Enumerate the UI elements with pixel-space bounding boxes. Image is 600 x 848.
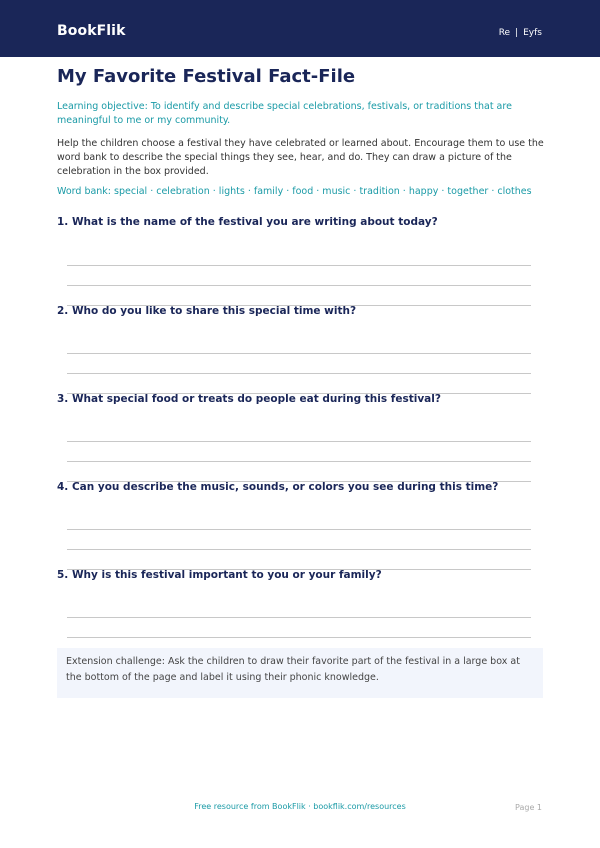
answer-line-5a[interactable] [67, 617, 531, 618]
question-5: 5. Why is this festival important to you or your family? [57, 569, 382, 581]
header-meta [499, 28, 542, 38]
answer-line-2a[interactable] [67, 353, 531, 354]
answer-line-4b[interactable] [67, 549, 531, 550]
page-header [0, 0, 600, 57]
answer-line-5b[interactable] [67, 637, 531, 638]
subject-label: Re [498, 28, 511, 38]
answer-line-2b[interactable] [67, 373, 531, 374]
answer-line-1a[interactable] [67, 265, 531, 266]
teacher-instructions: Help the children choose a festival they have celebrated or learned about. Encourage them to use the word bank to describe the special things they see, hear, and do. They can draw a picture of the celebration in the box provided. [57, 138, 544, 177]
brand-logo: BookFlik [57, 23, 126, 39]
footer-credit[interactable]: Free resource from BookFlik · bookflik.com/resources [194, 802, 406, 811]
answer-line-3a[interactable] [67, 441, 531, 442]
answer-line-4a[interactable] [67, 529, 531, 530]
level-label: Eyfs [523, 28, 542, 38]
question-2: 2. Who do you like to share this special time with? [57, 305, 357, 317]
learning-objective: Learning objective: To identify and describe special celebrations, festivals, or traditions that are meaningful to me or my community. [57, 101, 512, 126]
question-1: 1. What is the name of the festival you are writing about today? [57, 216, 438, 228]
word-bank: Word bank: special · celebration · lights · family · food · music · tradition · happy · together · clothes [57, 186, 532, 197]
question-3: 3. What special food or treats do people eat during this festival? [57, 393, 441, 405]
extension-challenge-box: Extension challenge: Ask the children to draw their favorite part of the festival in a large box at the bottom of the page and label it using their phonic knowledge. [57, 648, 543, 698]
question-4: 4. Can you describe the music, sounds, or colors you see during this time? [57, 481, 499, 493]
page-number: Page 1 [515, 803, 542, 812]
separator: | [515, 28, 519, 38]
answer-line-3b[interactable] [67, 461, 531, 462]
answer-line-1b[interactable] [67, 285, 531, 286]
page-title: My Favorite Festival Fact-File [57, 66, 356, 87]
